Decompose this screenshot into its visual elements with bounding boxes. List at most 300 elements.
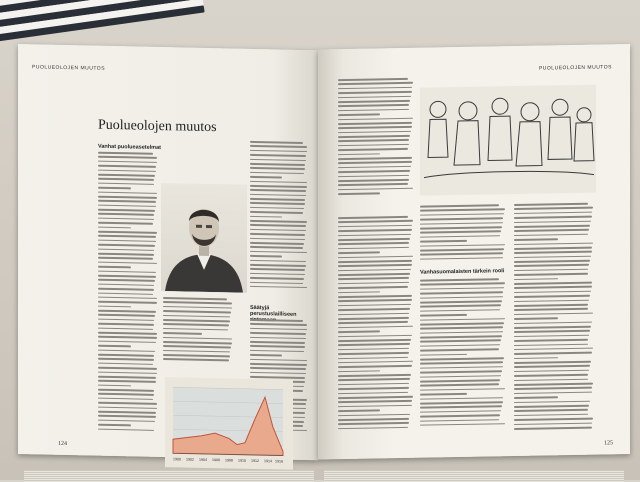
text-line — [338, 247, 409, 250]
text-line — [338, 242, 409, 245]
text-line — [338, 126, 412, 129]
text-line — [98, 420, 155, 423]
text-line — [163, 359, 229, 362]
text-line — [338, 166, 411, 169]
text-line — [338, 144, 409, 147]
text-line — [514, 383, 593, 386]
text-line — [338, 238, 410, 241]
text-line — [420, 257, 503, 260]
text-line — [98, 266, 131, 268]
text-line — [514, 269, 588, 272]
text-line — [338, 100, 410, 103]
text-line — [98, 411, 156, 414]
text-line — [98, 345, 131, 347]
text-line — [514, 220, 591, 223]
x-tick-1908: 1908 — [225, 458, 233, 463]
left-text-column-2 — [163, 297, 233, 364]
text-line — [420, 217, 503, 220]
text-line — [514, 409, 588, 412]
text-line — [250, 350, 304, 353]
text-line — [514, 264, 589, 267]
text-line — [98, 288, 154, 291]
text-line — [338, 312, 409, 315]
text-line — [420, 397, 503, 400]
text-line — [250, 328, 307, 331]
text-line — [420, 253, 503, 256]
text-line — [420, 401, 503, 404]
text-line — [338, 273, 410, 276]
text-line — [250, 202, 305, 205]
text-line — [250, 167, 305, 170]
subhead-saatyja: Säätyjä perustuslailliseen — [250, 304, 297, 318]
text-line — [98, 253, 154, 256]
text-line — [338, 383, 409, 386]
text-line — [338, 122, 412, 125]
text-line — [420, 327, 503, 330]
text-line — [98, 231, 157, 234]
text-line — [420, 204, 499, 207]
text-line — [250, 207, 304, 210]
x-tick-1904: 1904 — [199, 457, 207, 462]
text-line — [250, 176, 282, 178]
text-line — [514, 203, 588, 206]
text-line — [514, 357, 558, 359]
text-line — [338, 229, 412, 232]
subhead-vanhasuomalaisten: Vanhasuomalaisten tärkein rooli — [420, 268, 505, 276]
text-line — [163, 323, 229, 326]
text-line — [420, 322, 504, 325]
text-line — [163, 301, 232, 304]
text-line — [338, 374, 411, 377]
text-line — [338, 339, 411, 342]
text-line — [98, 196, 157, 199]
text-line — [98, 319, 154, 322]
line-chart — [165, 377, 293, 470]
text-line — [514, 282, 592, 285]
text-line — [420, 222, 503, 225]
text-line — [250, 189, 306, 192]
text-line — [338, 179, 409, 182]
text-line — [420, 314, 467, 316]
x-tick-1910: 1910 — [238, 458, 246, 463]
text-line — [338, 370, 380, 372]
text-line — [98, 327, 153, 330]
text-line — [250, 242, 304, 245]
left-page-edge — [24, 470, 314, 482]
text-line — [338, 251, 380, 253]
text-line — [514, 247, 592, 250]
text-line — [250, 281, 303, 284]
text-line — [514, 387, 592, 390]
text-line — [338, 170, 410, 173]
text-line — [338, 427, 408, 430]
text-line — [338, 161, 412, 164]
text-line — [250, 251, 307, 254]
text-line — [98, 283, 154, 286]
text-line — [250, 141, 303, 144]
text-line — [420, 384, 499, 387]
text-line — [420, 291, 503, 294]
text-line — [250, 259, 306, 262]
text-line — [98, 248, 154, 251]
text-line — [98, 169, 156, 172]
text-line — [98, 305, 131, 307]
text-line — [338, 396, 413, 399]
text-line — [98, 393, 154, 396]
text-line — [420, 226, 502, 229]
text-line — [98, 424, 131, 426]
text-line — [98, 314, 155, 317]
text-line — [514, 418, 593, 421]
text-line — [420, 362, 503, 365]
text-line — [338, 308, 410, 311]
text-line — [98, 239, 156, 242]
text-line — [98, 191, 157, 194]
text-line — [250, 154, 306, 157]
text-line — [514, 211, 592, 214]
text-line — [250, 220, 307, 223]
left-page — [18, 44, 318, 464]
text-line — [250, 237, 305, 240]
text-line — [338, 78, 408, 81]
text-line — [250, 246, 303, 249]
text-line — [338, 282, 409, 285]
text-line — [163, 345, 231, 348]
text-line — [98, 292, 153, 295]
text-line — [514, 361, 591, 364]
text-line — [98, 222, 153, 225]
text-line — [338, 135, 410, 138]
text-line — [338, 225, 412, 228]
text-line — [420, 344, 500, 347]
text-line — [514, 378, 588, 381]
text-line — [338, 104, 409, 107]
caricature-drawing-icon — [420, 85, 596, 196]
text-line — [98, 226, 131, 228]
text-line — [420, 340, 501, 343]
text-line — [514, 374, 588, 377]
text-line — [338, 183, 408, 186]
text-line — [250, 354, 282, 356]
text-line — [514, 255, 591, 258]
text-line — [420, 388, 505, 391]
text-line — [98, 218, 154, 221]
text-line — [420, 335, 502, 338]
text-line — [98, 165, 156, 168]
text-line — [514, 422, 592, 425]
text-line — [514, 238, 558, 240]
text-line — [250, 273, 305, 276]
text-line — [338, 277, 409, 280]
text-line — [98, 235, 156, 238]
text-line — [98, 323, 154, 326]
text-line — [514, 413, 588, 416]
text-line — [338, 91, 412, 94]
text-line — [250, 341, 305, 344]
text-line — [514, 317, 558, 319]
text-line — [163, 310, 231, 313]
right-text-column-3 — [420, 204, 506, 263]
text-line — [98, 398, 153, 401]
text-line — [514, 207, 593, 210]
text-line — [338, 361, 413, 364]
text-line — [420, 423, 505, 426]
text-line — [514, 260, 590, 263]
left-text-column-1 — [98, 152, 158, 434]
text-line — [420, 213, 504, 216]
text-line — [420, 235, 500, 238]
text-line — [338, 352, 409, 355]
text-line — [98, 340, 156, 343]
text-line — [163, 341, 232, 344]
text-line — [98, 204, 156, 207]
text-line — [420, 410, 501, 413]
right-page — [318, 44, 630, 459]
text-line — [98, 213, 154, 216]
text-line — [250, 150, 307, 153]
text-line — [250, 211, 303, 214]
left-running-head: PUOLUEOLOJEN MUUTOS — [32, 64, 106, 72]
text-line — [514, 233, 588, 236]
text-line — [338, 405, 412, 408]
text-line — [420, 414, 500, 417]
text-line — [338, 95, 411, 98]
text-line — [250, 323, 307, 326]
text-line — [338, 356, 408, 359]
text-line — [514, 225, 590, 228]
text-line — [98, 349, 155, 352]
x-tick-1906: 1906 — [212, 458, 220, 463]
text-line — [338, 295, 412, 298]
text-line — [338, 387, 409, 390]
left-page-number: 124 — [58, 440, 67, 448]
text-line — [163, 332, 202, 334]
text-line — [98, 380, 156, 383]
text-line — [514, 396, 558, 398]
text-line — [514, 312, 593, 315]
x-tick-1914: 1914 — [264, 459, 272, 464]
x-tick-1902: 1902 — [186, 457, 194, 462]
text-line — [98, 371, 157, 374]
text-line — [514, 278, 558, 280]
text-line — [338, 113, 380, 115]
text-line — [338, 343, 410, 346]
text-line — [98, 384, 131, 386]
text-line — [98, 152, 153, 155]
text-line — [98, 376, 156, 379]
text-line — [514, 370, 589, 373]
text-line — [514, 321, 592, 324]
text-line — [250, 255, 282, 257]
text-line — [514, 229, 589, 232]
x-tick-1900: 1900 — [173, 457, 181, 462]
text-line — [338, 264, 412, 267]
text-line — [420, 331, 503, 334]
text-line — [338, 392, 408, 395]
text-line — [420, 309, 500, 312]
text-line — [338, 117, 413, 120]
caricature-illustration — [420, 85, 596, 196]
text-line — [250, 277, 304, 280]
text-line — [98, 402, 157, 405]
text-line — [338, 365, 412, 368]
chapter-headline: Puolueolojen muutos — [98, 117, 217, 136]
text-line — [163, 306, 232, 309]
text-line — [514, 251, 592, 254]
text-line — [338, 188, 413, 191]
left-text-column-3 — [250, 141, 308, 291]
text-line — [250, 268, 305, 271]
text-line — [514, 339, 588, 342]
text-line — [250, 185, 307, 188]
right-running-head: PUOLUEOLOJEN MUUTOS — [538, 64, 612, 72]
text-line — [338, 422, 409, 425]
text-line — [250, 145, 307, 148]
text-line — [338, 260, 412, 263]
text-line — [98, 187, 131, 189]
right-page-number: 125 — [604, 440, 613, 447]
text-line — [98, 209, 155, 212]
text-line — [250, 216, 282, 218]
text-line — [514, 343, 588, 346]
text-line — [98, 354, 154, 357]
text-line — [250, 229, 306, 232]
text-line — [338, 174, 409, 177]
text-line — [163, 319, 230, 322]
text-line — [98, 279, 155, 282]
text-line — [514, 308, 588, 311]
x-tick-1916: 1916 — [275, 459, 283, 464]
text-line — [338, 326, 413, 329]
text-line — [514, 304, 588, 307]
text-line — [514, 391, 592, 394]
text-line — [514, 348, 593, 351]
subhead-vanhat: Vanhat puolueasetelmat — [98, 143, 161, 151]
text-line — [338, 109, 409, 112]
text-line — [98, 244, 155, 247]
portrait-photo — [161, 183, 247, 293]
text-line — [250, 358, 307, 361]
text-line — [420, 283, 505, 286]
right-page-edge — [324, 470, 624, 482]
text-line — [98, 389, 154, 392]
text-line — [338, 410, 380, 412]
text-line — [163, 354, 230, 357]
portrait-man-icon — [161, 183, 247, 293]
text-line — [250, 163, 305, 166]
text-line — [98, 336, 157, 339]
text-line — [98, 257, 153, 260]
text-line — [98, 261, 157, 264]
text-line — [250, 158, 306, 161]
text-line — [98, 174, 155, 177]
text-line — [420, 349, 499, 352]
text-line — [250, 367, 306, 370]
text-line — [338, 87, 412, 90]
text-line — [250, 332, 306, 335]
text-line — [250, 194, 306, 197]
text-line — [514, 299, 589, 302]
text-line — [420, 318, 505, 321]
text-line — [338, 317, 409, 320]
text-line — [514, 352, 592, 355]
text-line — [98, 200, 156, 203]
text-line — [420, 370, 502, 373]
text-line — [163, 337, 232, 340]
text-line — [338, 131, 411, 134]
text-line — [514, 427, 592, 430]
text-line — [250, 286, 307, 289]
text-line — [338, 304, 411, 307]
text-line — [250, 198, 305, 201]
text-line — [338, 378, 410, 381]
text-line — [420, 287, 504, 290]
text-line — [163, 315, 230, 318]
right-text-column-4 — [420, 278, 506, 429]
text-line — [338, 334, 412, 337]
text-line — [250, 336, 306, 339]
book-stack — [0, 0, 205, 45]
text-line — [338, 348, 409, 351]
right-text-column-2 — [338, 216, 414, 432]
text-line — [338, 216, 408, 219]
text-line — [98, 367, 157, 370]
text-line — [514, 216, 592, 219]
x-tick-1912: 1912 — [251, 458, 259, 464]
text-line — [250, 172, 304, 175]
text-line — [250, 224, 306, 227]
chart-svg — [165, 377, 293, 470]
text-line — [338, 153, 380, 155]
text-line — [163, 328, 228, 331]
text-line — [163, 350, 230, 353]
text-line — [420, 209, 505, 212]
text-line — [514, 330, 590, 333]
text-line — [420, 353, 467, 355]
text-line — [338, 233, 411, 236]
right-text-column-1 — [338, 78, 414, 198]
text-line — [338, 193, 380, 195]
text-line — [98, 270, 156, 273]
text-line — [514, 365, 590, 368]
text-line — [98, 310, 156, 313]
text-line — [420, 419, 499, 422]
text-line — [98, 275, 156, 278]
text-line — [420, 393, 467, 395]
text-line — [338, 82, 413, 85]
text-line — [420, 366, 503, 369]
text-line — [514, 273, 588, 276]
text-line — [420, 305, 501, 308]
text-line — [250, 319, 303, 322]
text-line — [420, 375, 501, 378]
text-line — [338, 418, 409, 421]
text-line — [250, 264, 306, 267]
text-line — [338, 157, 412, 160]
text-line — [420, 296, 503, 299]
text-line — [420, 244, 505, 247]
text-line — [338, 400, 412, 403]
text-line — [163, 297, 227, 300]
text-line — [338, 220, 413, 223]
text-line — [514, 286, 592, 289]
text-line — [514, 290, 591, 293]
text-line — [514, 295, 590, 298]
text-line — [98, 415, 156, 418]
right-text-column-5 — [514, 203, 594, 433]
text-line — [250, 363, 307, 366]
text-line — [420, 379, 500, 382]
